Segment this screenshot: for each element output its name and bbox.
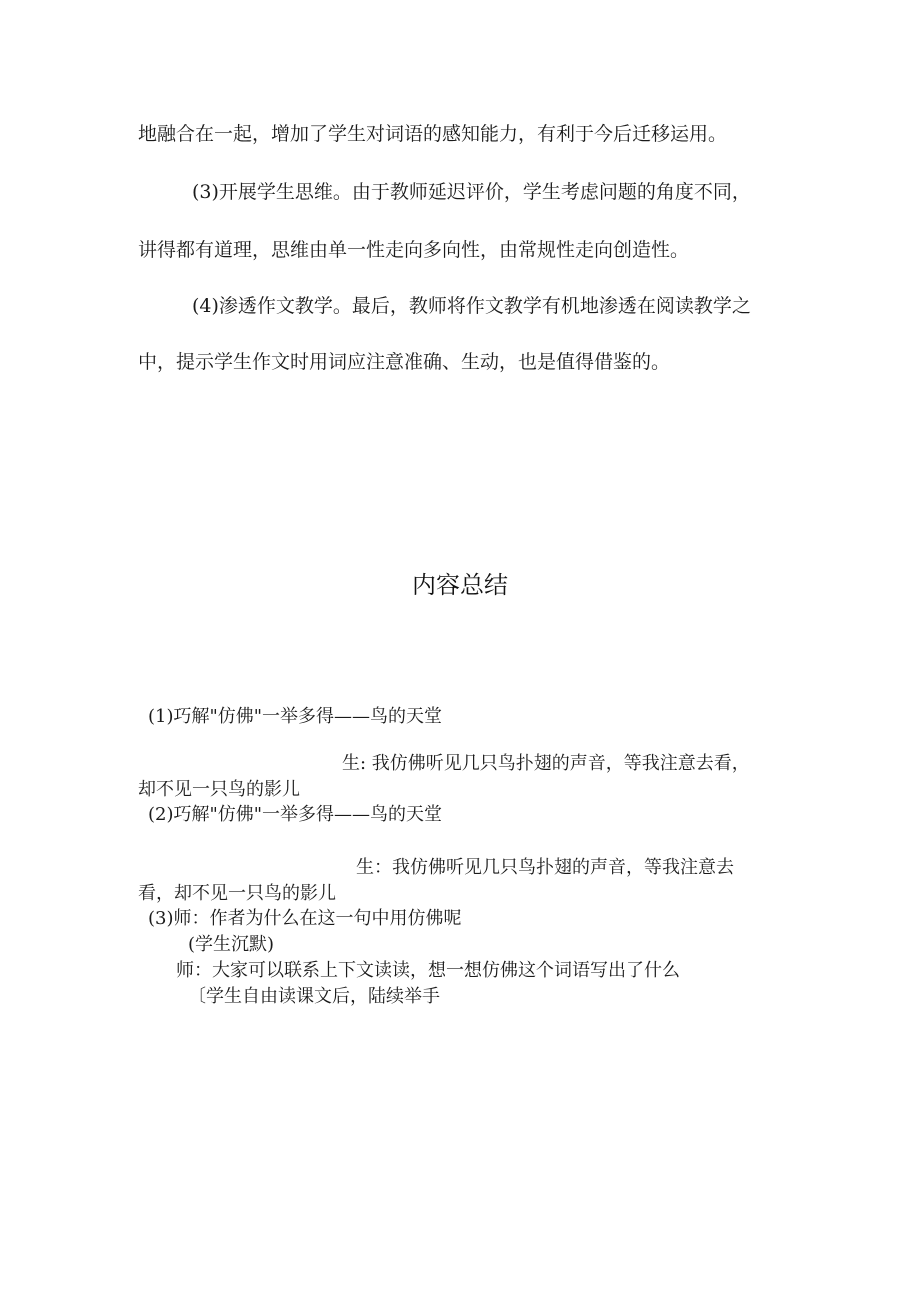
summary-item-3-title: (3)师：作者为什么在这一句中用仿佛呢 — [148, 908, 462, 929]
summary-item-2-line-1: 生：我仿佛听见几只鸟扑翅的声音，等我注意去 — [356, 857, 734, 878]
summary-item-2-line-2: 看，却不见一只鸟的影儿 — [138, 883, 336, 904]
paragraph-3-line-2: 中，提示学生作文时用词应注意准确、生动，也是值得借鉴的。 — [138, 351, 671, 373]
summary-item-3-line-3: 〔学生自由读课文后，陆续举手 — [188, 986, 440, 1007]
summary-item-1-title: (1)巧解"仿佛"一举多得——鸟的天堂 — [148, 706, 443, 727]
paragraph-2-line-1: (3)开展学生思维。由于教师延迟评价，学生考虑问题的角度不同， — [192, 181, 751, 203]
paragraph-1-line-1: 地融合在一起，增加了学生对词语的感知能力，有利于今后迁移运用。 — [138, 123, 728, 145]
summary-item-3-line-1: (学生沉默) — [188, 934, 275, 955]
summary-item-2-title: (2)巧解"仿佛"一举多得——鸟的天堂 — [148, 804, 443, 825]
summary-item-1-line-1: 生: 我仿佛听见几只鸟扑翅的声音，等我注意去看， — [342, 753, 750, 774]
paragraph-3-line-1: (4)渗透作文教学。最后，教师将作文教学有机地渗透在阅读教学之 — [192, 295, 751, 317]
summary-heading: 内容总结 — [412, 571, 508, 599]
summary-item-3-line-2: 师：大家可以联系上下文读读，想一想仿佛这个词语写出了什么 — [176, 960, 680, 981]
summary-item-1-line-2: 却不见一只鸟的影儿 — [138, 779, 300, 800]
paragraph-2-line-2: 讲得都有道理，思维由单一性走向多向性，由常规性走向创造性。 — [138, 239, 690, 261]
